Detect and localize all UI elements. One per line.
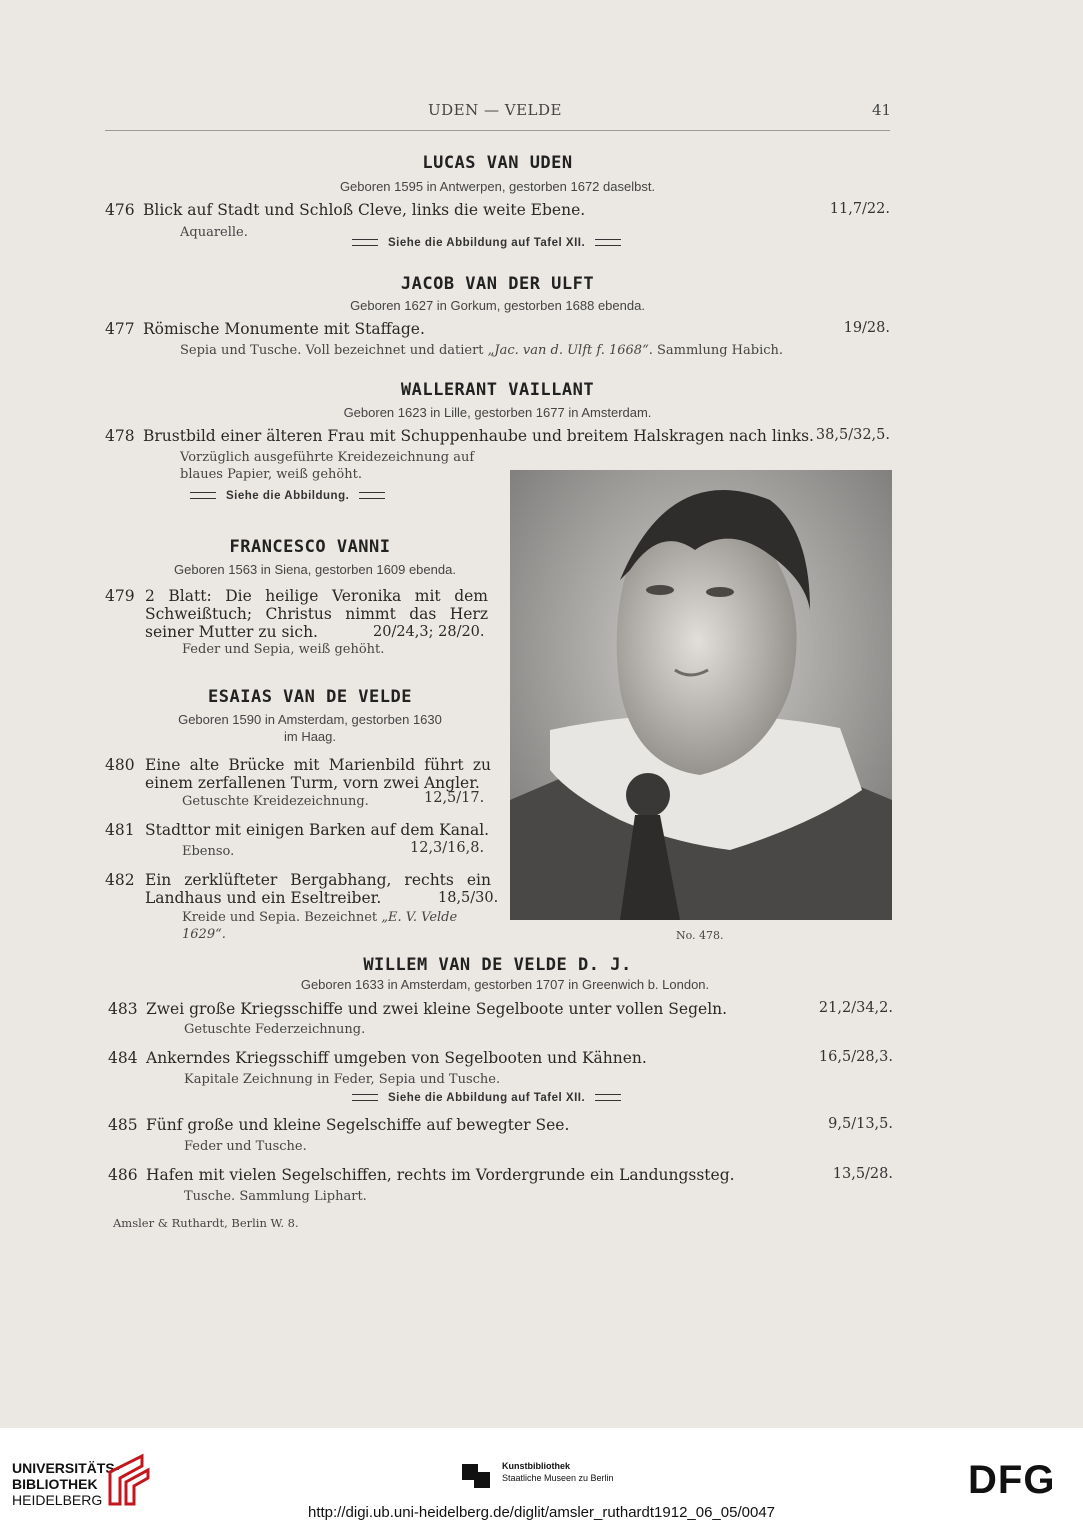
lot-title: Römische Monumente mit Staffage. (143, 320, 425, 338)
artist-heading: WILLEM VAN DE VELDE D. J. (363, 955, 632, 975)
kunstbibliothek-label: Kunstbibliothek Staatliche Museen zu Berlin (502, 1461, 614, 1483)
lot-size: 18,5/30. (438, 890, 499, 906)
lot-note: Getuschte Federzeichnung. (184, 1022, 366, 1037)
lot-number: 476 (105, 201, 135, 219)
kunstbibliothek-logo-icon (462, 1460, 492, 1490)
lot-number: 484 (108, 1049, 138, 1067)
lot-number: 483 (108, 1000, 138, 1018)
lot-size: 12,5/17. (424, 790, 485, 806)
lot-size: 11,7/22. (829, 201, 890, 217)
lot-note: Feder und Sepia, weiß gehöht. (182, 642, 385, 657)
plate-reference: Siehe die Abbildung auf Tafel XII. (342, 1092, 631, 1104)
lot-number: 477 (105, 320, 135, 338)
lot-title: Ankerndes Kriegsschiff umgeben von Segelbooten und Kähnen. (146, 1049, 647, 1067)
artist-life-dates: im Haag. (283, 729, 337, 744)
artist-heading: LUCAS VAN UDEN (422, 153, 573, 173)
lot-title: Zwei große Kriegsschiffe und zwei kleine Segelboote unter vollen Segeln. (146, 1000, 728, 1018)
lot-number: 480 (105, 756, 135, 774)
header-rule (105, 130, 890, 131)
printer-imprint: Amsler & Ruthardt, Berlin W. 8. (113, 1216, 299, 1230)
lot-note: Getuschte Kreidezeichnung. (182, 794, 369, 809)
lot-number: 482 (105, 871, 135, 889)
figure-caption: No. 478. (676, 929, 724, 942)
artist-life-dates: Geboren 1590 in Amsterdam, gestorben 1630 (178, 712, 442, 727)
page-number: 41 (872, 101, 892, 119)
lot-title: Brustbild einer älteren Frau mit Schuppenhaube und breitem Halskragen nach links. (143, 427, 814, 445)
lot-note: Feder und Tusche. (184, 1139, 307, 1154)
library-emblem-icon (106, 1452, 152, 1508)
lot-size: 16,5/28,3. (818, 1049, 893, 1065)
university-library-logo: UNIVERSITÄTS- BIBLIOTHEK HEIDELBERG (12, 1460, 120, 1508)
lot-size: 21,2/34,2. (818, 1000, 893, 1016)
running-title: UDEN — VELDE (428, 101, 562, 119)
lot-number: 479 (105, 587, 135, 605)
lot-note: Ebenso. (182, 844, 235, 859)
lot-size: 12,3/16,8. (410, 840, 485, 856)
artist-heading: ESAIAS VAN DE VELDE (208, 687, 412, 707)
lot-title: Hafen mit vielen Segelschiffen, rechts im Vordergrunde ein Landungssteg. (146, 1166, 735, 1184)
lot-note: Vorzüglich ausgeführte Kreidezeichnung auf (180, 450, 475, 465)
lot-note: Kapitale Zeichnung in Feder, Sepia und Tusche. (184, 1072, 501, 1087)
catalog-page: UDEN — VELDE 41 LUCAS VAN UDEN Geboren 1595 in Antwerpen, gestorben 1672 daselbst. 476 Blick auf Stadt und Schloß Cleve, links die weite Ebene. 11,7/22. Aquarelle. Siehe die Abbildung auf Tafel XII. JACOB VAN DER ULFT Geboren 1627 in Gorkum, gestorben 1688 ebenda. 477 Römische Monumente mit Staffage. 19/28. Sepia und Tusche. Voll bezeichnet und datiert „Jac. van d. Ulft f. 1668“. Sammlung Habich. WALLERANT VAILLANT Geboren 1623 in Lille, gestorben 1677 in Amsterdam. 478 Brustbild einer älteren Frau mit Schuppenhaube und breitem Halskragen nach links. 38,5/32,5. Vorzüglich ausgeführte Kreidezeichnung auf blaues Papier, weiß gehöht. Siehe die Abbildung. No. 478. FRANCESCO VANNI Geboren 1563 in Siena, gestorben 1609 ebenda. 479 2 Blatt: Die heilige Veronika mit dem Schweißtuch; Christus nimmt das Herz seiner Mutter zu sich. 20/24,3; 28/20. Feder und Sepia, weiß gehöht. ESAIAS VAN DE VELDE Geboren 1590 in Amsterdam, gestorben 1630 im Haag. 480 Eine alte Brücke mit Marienbild führt zu einem zerfallenen Turm, vorn zwei Angler. Getuschte Kreidezeichnung. 12,5/17. 481 Stadttor mit einigen Barken auf dem Kanal. Ebenso. 12,3/16,8. 482 Ein zerklüfteter Bergabhang, rechts ein Landhaus und ein Eseltreiber. 18,5/30. Kreide und Sepia. Bezeichnet „E. V. Velde 1629“. WILLEM VAN DE VELDE D. J. Geboren 1633 in Amsterdam, gestorben 1707 in Greenwich b. London. 483 Zwei große Kriegsschiffe und zwei kleine Segelboote unter vollen Segeln. 21,2/34,2. Getuschte Federzeichnung. 484 Ankerndes Kriegsschiff umgeben von Segelbooten und Kähnen. 16,5/28,3. Kapitale Zeichnung in Feder, Sepia und Tusche. Siehe die Abbildung auf Tafel XII. 485 Fünf große und kleine Segelschiffe auf bewegter See. 9,5/13,5. Feder und Tusche. 486 Hafen mit vielen Segelschiffen, rechts im Vordergrunde ein Landungssteg. 13,5/28. Tusche. Sammlung Liphart. Amsler & Ruthardt, Berlin W. 8. UNIVERSITÄTS- BIBLIOTHEK HEIDELBERG Kunstbibliothek Staatliche Museen zu Berlin DFG http://digi.ub.uni-heidelberg.de/diglit/amsler_ruthardt1912_06_05/0047 (0, 0, 1083, 1524)
figure-reference: Siehe die Abbildung. (180, 490, 395, 502)
lot-title: Fünf große und kleine Segelschiffe auf bewegter See. (146, 1116, 570, 1134)
artist-life-dates: Geboren 1595 in Antwerpen, gestorben 1672 daselbst. (339, 179, 656, 194)
digitization-footer (0, 1428, 1083, 1524)
artist-life-dates: Geboren 1623 in Lille, gestorben 1677 in Amsterdam. (343, 405, 652, 420)
lot-note: Aquarelle. (180, 225, 248, 240)
permalink-url[interactable]: http://digi.ub.uni-heidelberg.de/diglit/amsler_ruthardt1912_06_05/0047 (308, 1504, 775, 1521)
dfg-logo: DFG (968, 1458, 1056, 1502)
artist-life-dates: Geboren 1633 in Amsterdam, gestorben 1707 in Greenwich b. London. (300, 977, 710, 992)
lot-title: Blick auf Stadt und Schloß Cleve, links die weite Ebene. (143, 201, 586, 219)
lot-size: 38,5/32,5. (815, 427, 890, 443)
plate-reference: Siehe die Abbildung auf Tafel XII. (342, 237, 631, 249)
lot-size: 13,5/28. (832, 1166, 893, 1182)
artist-life-dates: Geboren 1627 in Gorkum, gestorben 1688 ebenda. (350, 298, 645, 313)
lot-note: Sepia und Tusche. Voll bezeichnet und datiert „Jac. van d. Ulft f. 1668“. Sammlung Habich. (180, 343, 784, 358)
artist-life-dates: Geboren 1563 in Siena, gestorben 1609 ebenda. (174, 562, 456, 577)
lot-size: 9,5/13,5. (828, 1116, 893, 1132)
lot-number: 485 (108, 1116, 138, 1134)
lot-number: 478 (105, 427, 135, 445)
artist-heading: WALLERANT VAILLANT (400, 380, 595, 400)
lot-size: 20/24,3; 28/20. (373, 624, 485, 640)
lot-number: 486 (108, 1166, 138, 1184)
artist-heading: FRANCESCO VANNI (229, 537, 391, 557)
lot-note: Tusche. Sammlung Liphart. (184, 1189, 367, 1204)
lot-note: Kreide und Sepia. Bezeichnet „E. V. Velde (182, 910, 458, 925)
lot-note: blaues Papier, weiß gehöht. (180, 467, 362, 482)
portrait-illustration (510, 470, 892, 920)
lot-number: 481 (105, 821, 135, 839)
lot-note: 1629“. (182, 927, 226, 942)
artist-heading: JACOB VAN DER ULFT (400, 274, 595, 294)
lot-size: 19/28. (843, 320, 890, 336)
